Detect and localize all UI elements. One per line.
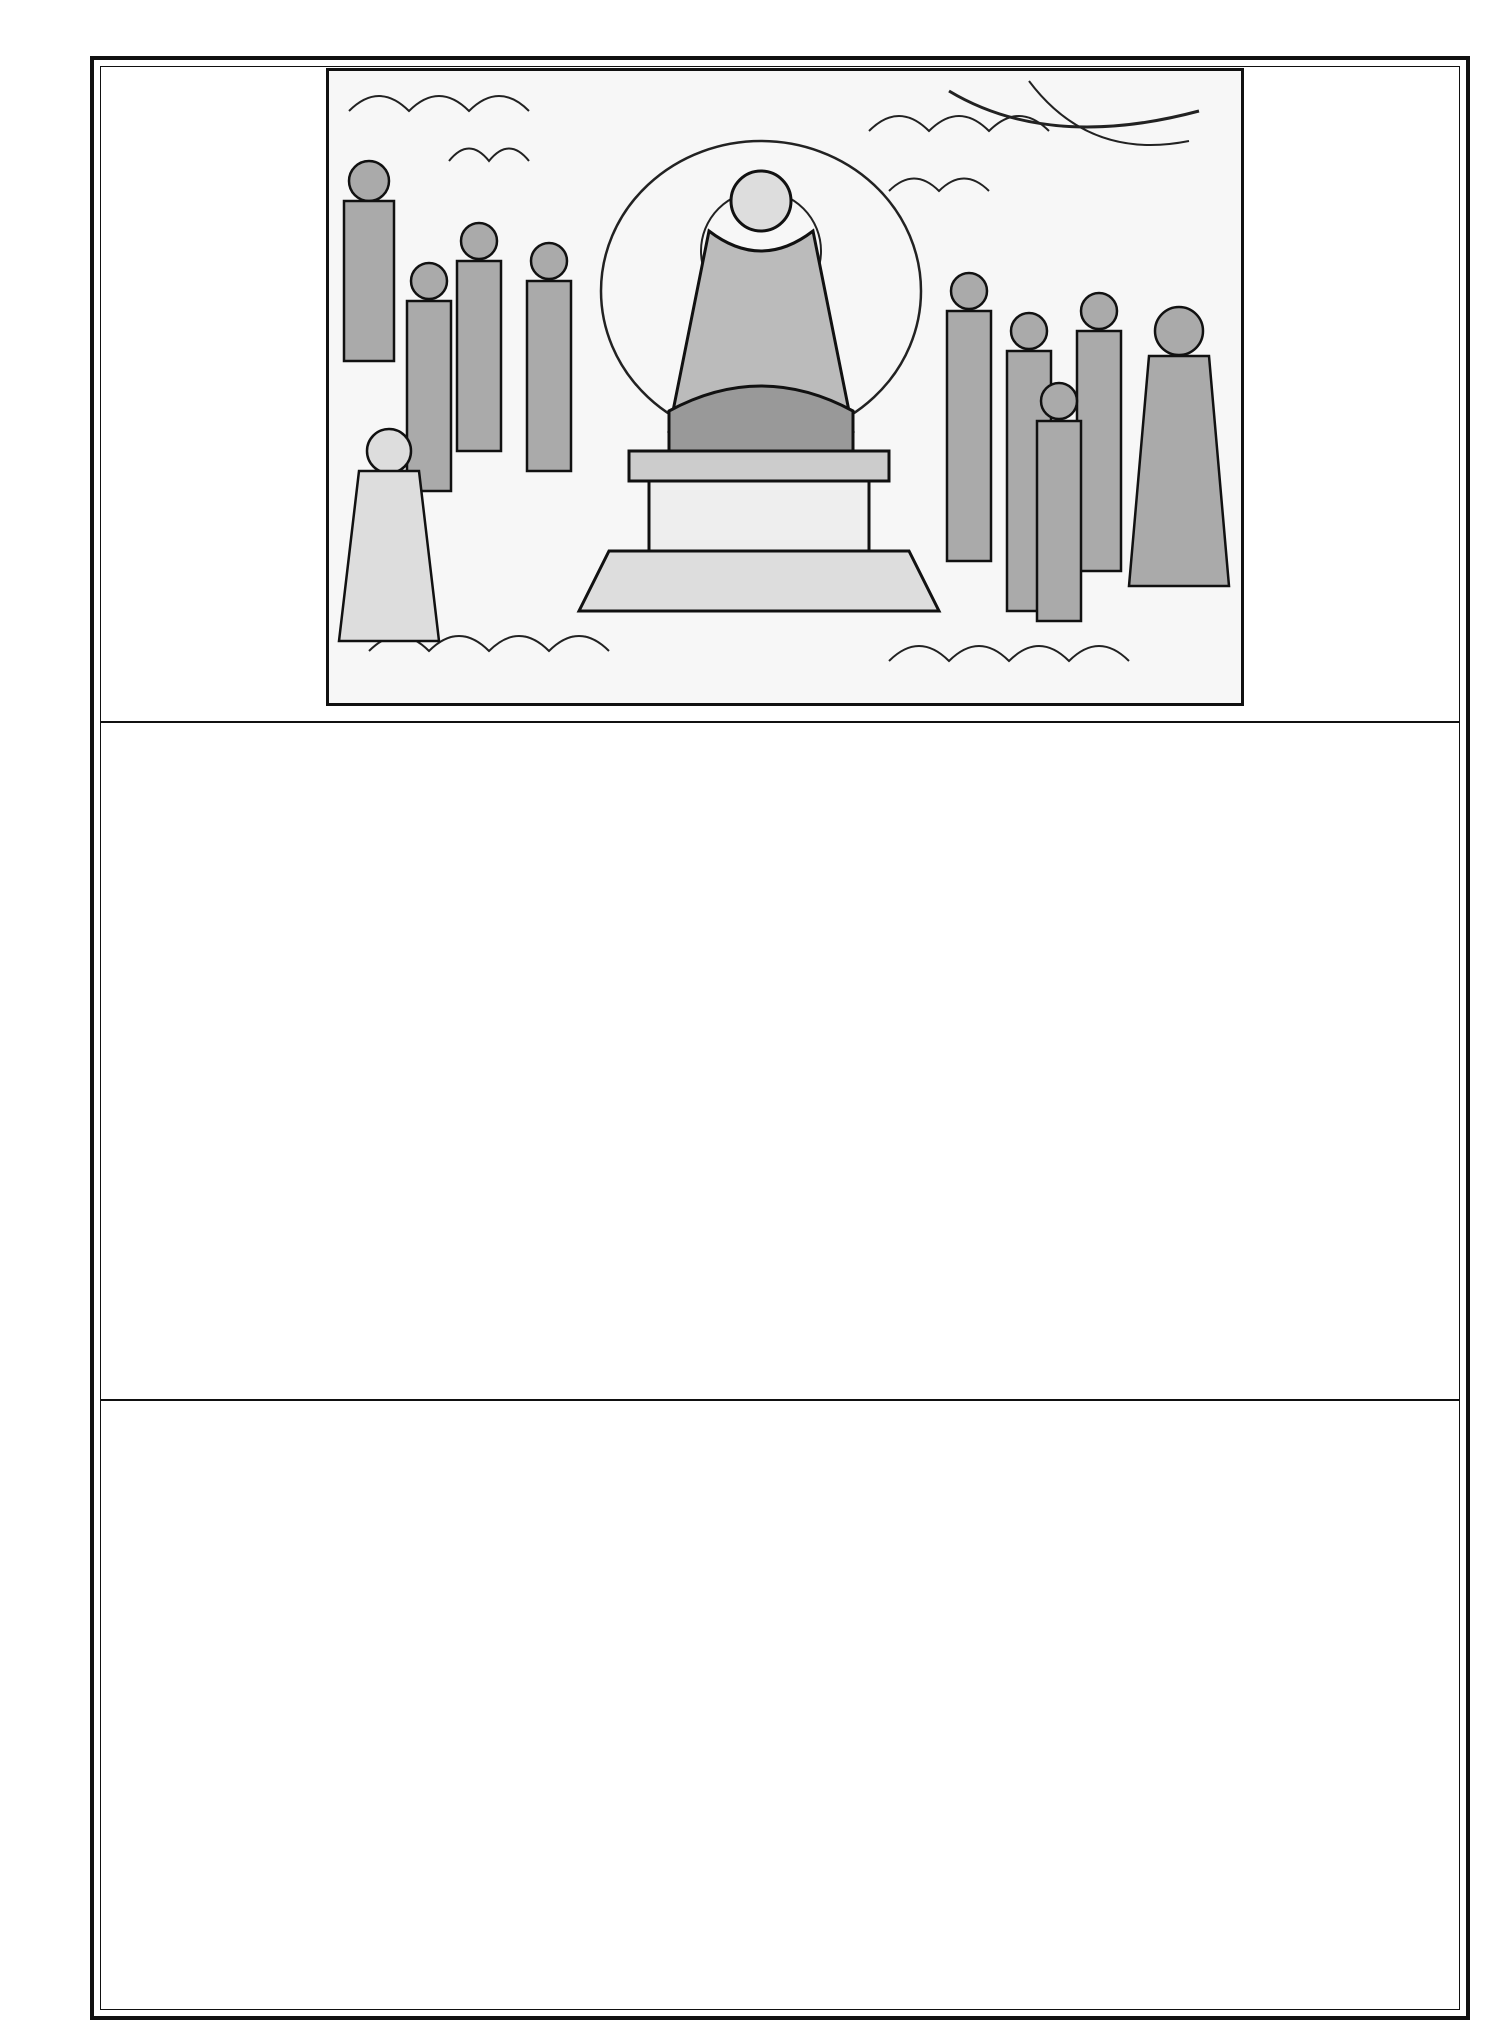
divider-top bbox=[101, 721, 1459, 723]
buddha-assembly-woodcut bbox=[326, 68, 1244, 706]
text-panel-top bbox=[120, 760, 1463, 1370]
text-panel-bottom bbox=[120, 1410, 1463, 1970]
running-header bbox=[6, 200, 66, 880]
inscription bbox=[1199, 77, 1237, 277]
divider-bottom bbox=[101, 1399, 1459, 1401]
woodcut-drawing bbox=[329, 71, 1241, 703]
block-footnote bbox=[190, 1655, 220, 1855]
